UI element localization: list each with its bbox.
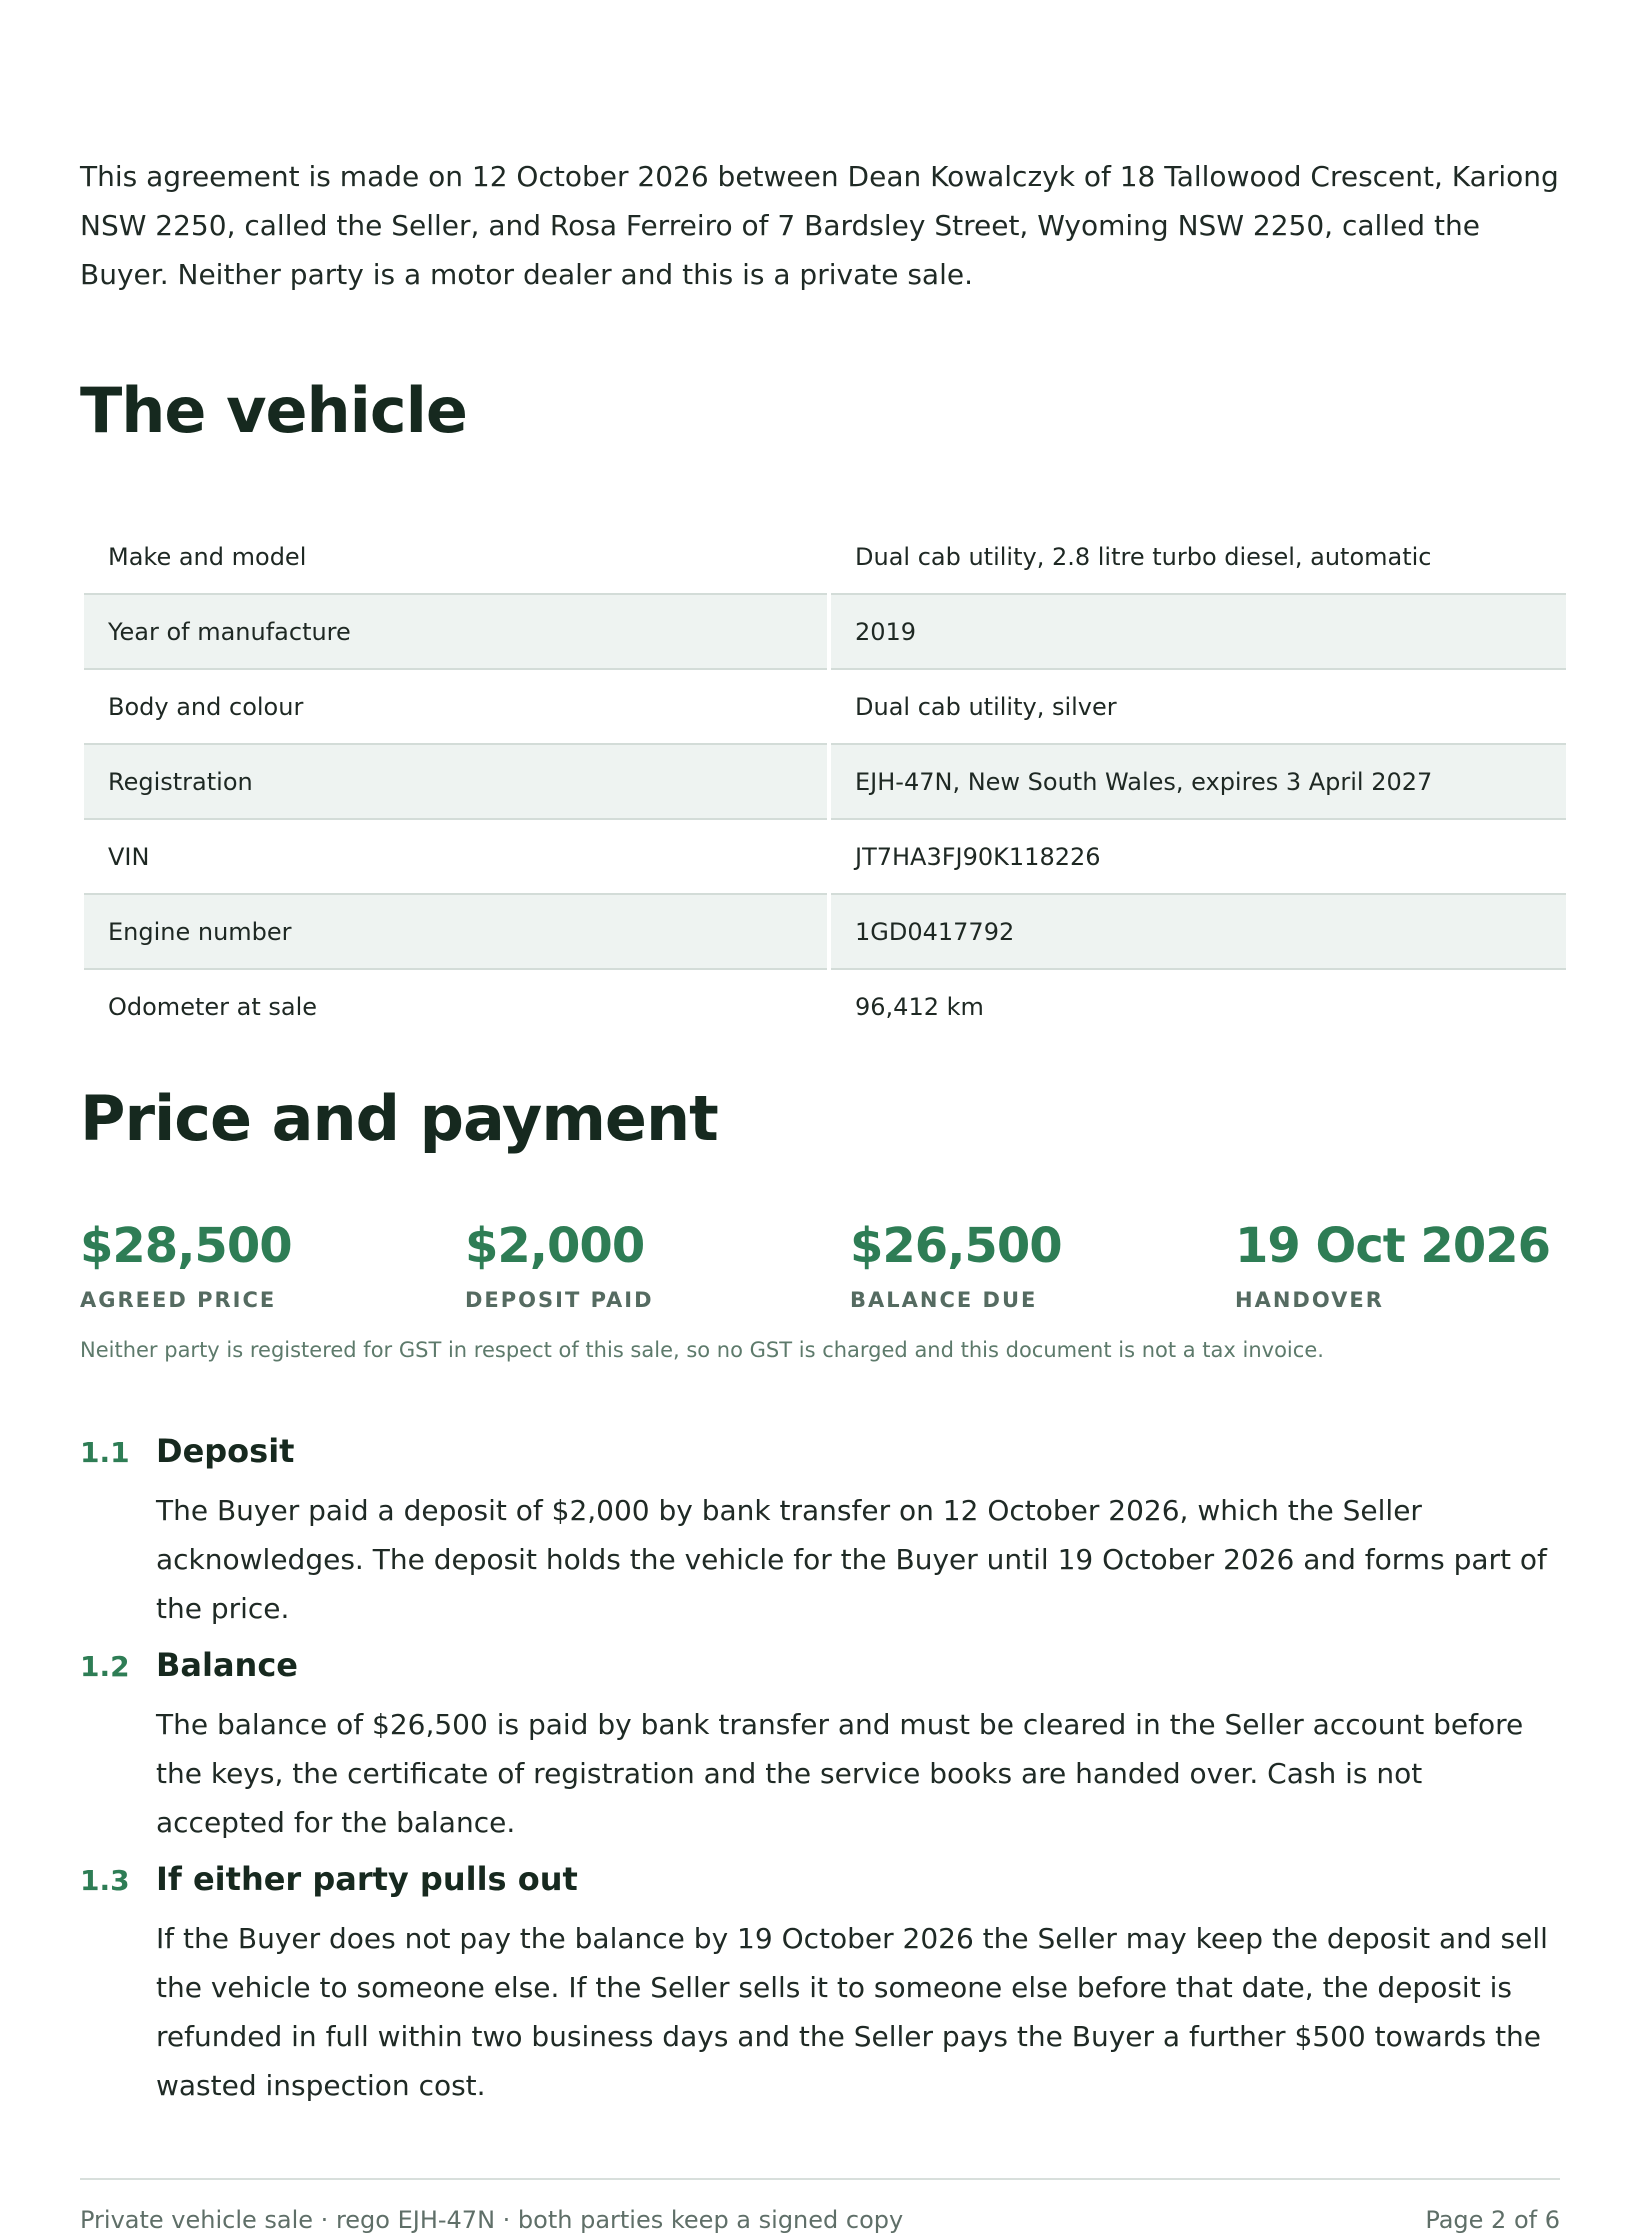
row-value: Dual cab utility, silver <box>831 670 1566 745</box>
gst-note: Neither party is registered for GST in respect of this sale, so no GST is charged and this document is not a tax invoice. <box>80 1338 1324 1362</box>
row-value: JT7HA3FJ90K118226 <box>831 820 1566 895</box>
row-value: Dual cab utility, 2.8 litre turbo diesel, automatic <box>831 520 1566 595</box>
figure-value: 19 Oct 2026 <box>1235 1218 1551 1274</box>
row-label: Registration <box>84 745 827 820</box>
table-row <box>84 745 1566 820</box>
clause-number: 1.2 <box>80 1650 130 1683</box>
clause-number: 1.1 <box>80 1436 130 1469</box>
figure-deposit-paid <box>465 1218 825 1312</box>
price-figures <box>80 1218 1560 1318</box>
row-label: Year of manufacture <box>84 595 827 670</box>
clause-body: The Buyer paid a deposit of $2,000 by bank transfer on 12 October 2026, which the Seller acknowledges. The deposit holds the vehicle for the Buyer until 19 October 2026 and forms part of the price. <box>156 1494 1547 1625</box>
figure-caption: BALANCE DUE <box>850 1288 1038 1312</box>
figure-caption: AGREED PRICE <box>80 1288 277 1312</box>
figure-balance-due <box>850 1218 1210 1312</box>
vehicle-table <box>80 520 1570 1043</box>
figure-value: $26,500 <box>850 1218 1062 1274</box>
table-row <box>84 895 1566 970</box>
footer-divider <box>80 2178 1560 2180</box>
row-label: VIN <box>84 820 827 895</box>
table-row <box>84 970 1566 1043</box>
figure-value: $28,500 <box>80 1218 292 1274</box>
vehicle-heading: The vehicle <box>80 374 467 447</box>
table-row <box>84 820 1566 895</box>
intro-paragraph: This agreement is made on 12 October 2026 between Dean Kowalczyk of 18 Tallowood Crescent, Kariong NSW 2250, called the Seller, and Rosa Ferreiro of 7 Bardsley Street, Wyoming NSW 2250, called the Buyer. Neither party is a motor dealer and this is a private sale. <box>80 160 1559 291</box>
row-value: 96,412 km <box>855 992 984 1021</box>
clause-body: If the Buyer does not pay the balance by 19 October 2026 the Seller may keep the deposit and sell the vehicle to someone else. If the Seller sells it to someone else before that date, the deposit is refunded in full within two business days and the Seller pays the Buyer a further $500 towards the wasted inspection cost. <box>156 1922 1548 2102</box>
clause-title: Deposit <box>156 1432 295 1470</box>
row-label: Engine number <box>84 895 827 970</box>
table-row <box>84 595 1566 670</box>
row-value: 1GD0417792 <box>831 895 1566 970</box>
figure-value: $2,000 <box>465 1218 645 1274</box>
document-page <box>80 0 1560 2240</box>
table-row <box>84 520 1566 595</box>
clause-number: 1.3 <box>80 1864 130 1897</box>
table-row <box>84 670 1566 745</box>
figure-agreed-price <box>80 1218 440 1312</box>
page-number: Page 2 of 6 <box>1425 2206 1560 2234</box>
figure-caption: DEPOSIT PAID <box>465 1288 654 1312</box>
footer-note: Private vehicle sale · rego EJH-47N · both parties keep a signed copy <box>80 2206 904 2234</box>
row-label: Make and model <box>84 520 827 595</box>
figure-handover <box>1235 1218 1595 1312</box>
clause-body: The balance of $26,500 is paid by bank transfer and must be cleared in the Seller account before the keys, the certificate of registration and the service books are handed over. Cash is not accepted for the balance. <box>156 1708 1524 1839</box>
figure-caption: HANDOVER <box>1235 1288 1384 1312</box>
row-value: EJH-47N, New South Wales, expires 3 April 2027 <box>831 745 1566 820</box>
row-label: Odometer at sale <box>108 992 318 1021</box>
row-label: Body and colour <box>84 670 827 745</box>
price-heading: Price and payment <box>80 1082 718 1155</box>
clause-title: If either party pulls out <box>156 1860 578 1898</box>
row-value: 2019 <box>831 595 1566 670</box>
clause-title: Balance <box>156 1646 298 1684</box>
